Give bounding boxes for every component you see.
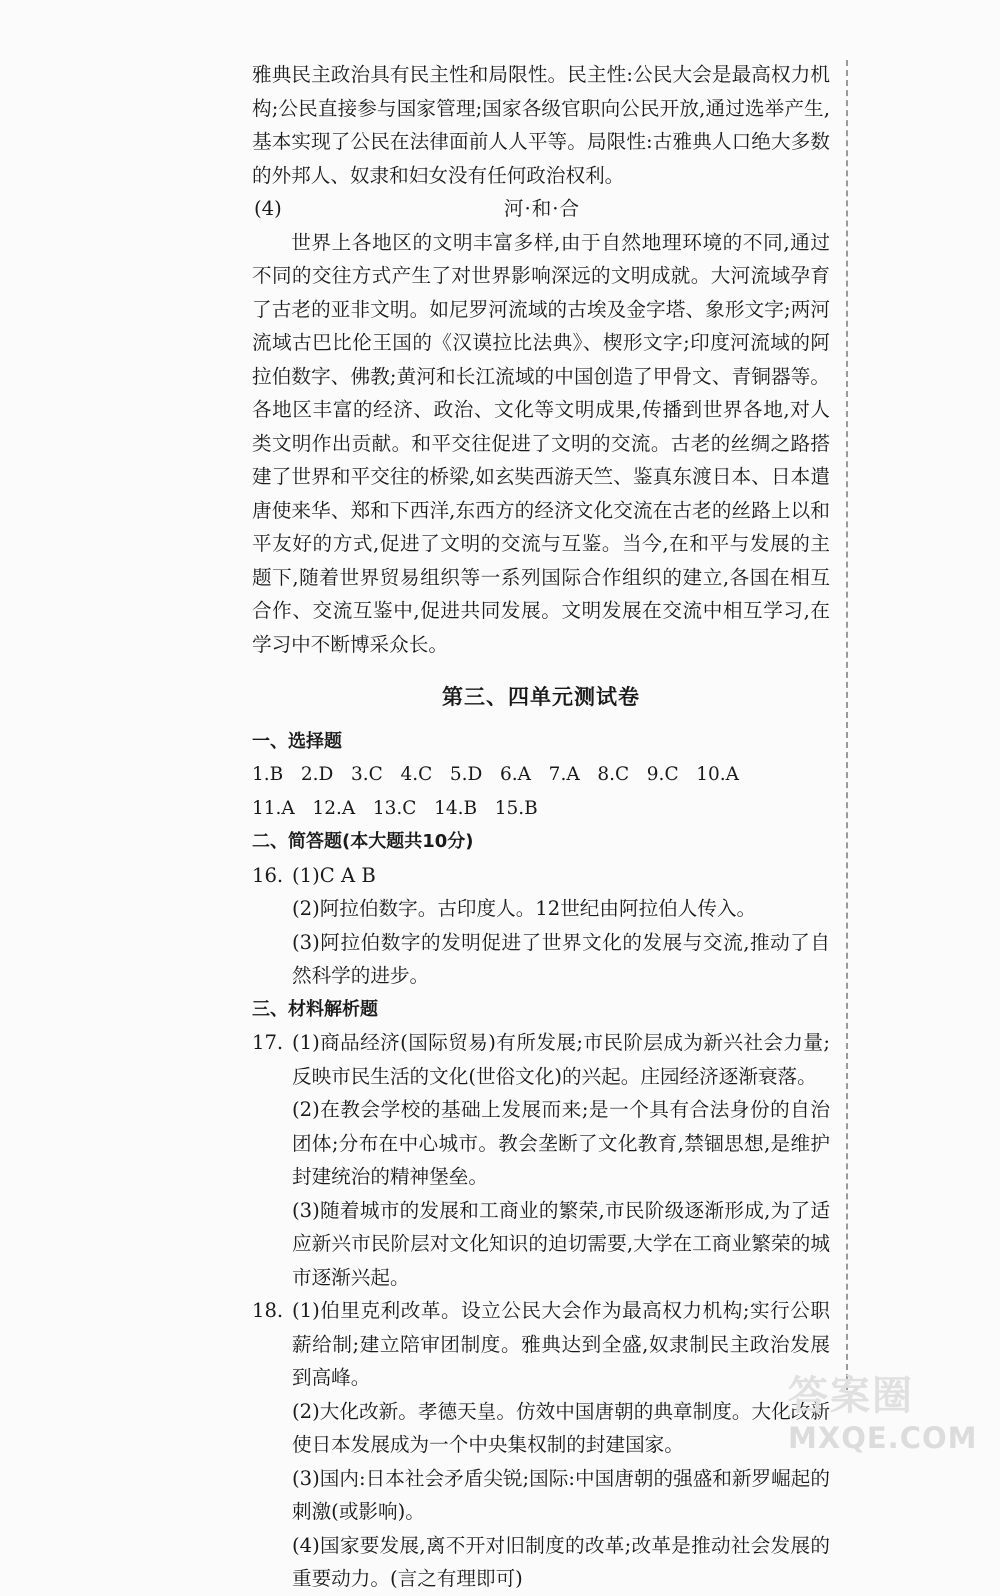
sub-title: 河·和·合 [503, 197, 581, 220]
choice-answers-line-1: 1.B 2.D 3.C 4.C 5.D 6.A 7.A 8.C 9.C 10.A [252, 764, 740, 785]
section-heading-material: 三、材料解析题 [252, 998, 378, 1020]
test-title: 第三、四单元测试卷 [442, 685, 640, 709]
question-17-part-2: (2)在教会学校的基础上发展而来;是一个具有合法身份的自治团体;分布在中心城市。教会垄断了文化教育,禁锢思想,是维护封建统治的精神堡垒。 [292, 1098, 830, 1188]
essay-paragraph: 世界上各地区的文明丰富多样,由于自然地理环境的不同,通过不同的交往方式产生了对世界影响深远的文明成就。大河流域孕育了古老的亚非文明。如尼罗河流域的古埃及金字塔、象形文字;两河流域古巴比伦王国的《汉谟拉比法典》、楔形文字;印度河流域的阿拉伯数字、佛教;黄河和长江流域的中国创造了甲骨文、青铜器等。各地区丰富的经济、政治、文化等文明成果,传播到世界各地,对人类文明作出贡献。和平交往促进了文明的交流。古老的丝绸之路搭建了世界和平交往的桥梁,如玄奘西游天竺、鉴真东渡日本、日本遣唐使来华、郑和下西洋,东西方的经济文化交流在古老的丝路上以和平友好的方式,促进了文明的交流与互鉴。当今,在和平与发展的主题下,随着世界贸易组织等一系列国际合作组织的建立,各国在相互合作、交流互鉴中,促进共同发展。文明发展在交流中相互学习,在学习中不断博采众长。 [252, 230, 830, 656]
page-content [252, 58, 830, 1596]
watermark-logo [788, 1364, 978, 1421]
question-number: 16. [252, 863, 284, 887]
answer-text: (1)伯里克利改革。设立公民大会作为最高权力机构;实行公职薪给制;建立陪审团制度。雅典达到全盛,奴隶制民主政治发展到高峰。 [292, 1299, 830, 1389]
section-heading-short-answer: 二、简答题(本大题共10分) [252, 831, 474, 852]
choice-answers-line-2: 11.A 12.A 13.C 14.B 15.B [252, 797, 538, 819]
question-number: 17. [252, 1031, 284, 1054]
section-heading-choice: 一、选择题 [252, 730, 342, 752]
answer-text: (1)商品经济(国际贸易)有所发展;市民阶层成为新兴社会力量;反映市民生活的文化(世俗文化)的兴起。庄园经济逐渐衰落。 [292, 1031, 830, 1088]
question-18-part-3: (3)国内:日本社会矛盾尖锐;国际:中国唐朝的强盛和新罗崛起的刺激(或影响)。 [292, 1466, 830, 1523]
answer-text: (1)C A B [292, 863, 376, 887]
democracy-paragraph: 雅典民主政治具有民主性和局限性。民主性:公民大会是最高权力机构;公民直接参与国家管理;国家各级官职向公民开放,通过选举产生,基本实现了公民在法律面前人人平等。局限性:古雅典人口绝大多数的外邦人、奴隶和妇女没有任何政治权利。 [252, 63, 830, 187]
question-17-part-3: (3)随着城市的发展和工商业的繁荣,市民阶级逐渐形成,为了适应新兴市民阶层对文化知识的迫切需要,大学在工商业繁荣的城市逐渐兴起。 [292, 1198, 830, 1289]
question-16-part-2: (2)阿拉伯数字。古印度人。12世纪由阿拉伯人传入。 [292, 897, 757, 920]
watermark-logo-text: 答案圈 [788, 1373, 914, 1419]
question-18-part-2: (2)大化改新。孝德天皇。仿效中国唐朝的典章制度。大化改新使日本发展成为一个中央集权制的封建国家。 [292, 1399, 830, 1456]
sub-number: (4) [254, 197, 282, 220]
question-16-part-3: (3)阿拉伯数字的发明促进了世界文化的发展与交流,推动了自然科学的进步。 [292, 930, 830, 987]
question-18-part-4: (4)国家要发展,离不开对旧制度的改革;改革是推动社会发展的重要动力。(言之有理即可) [292, 1533, 830, 1590]
site-watermark [788, 1364, 978, 1459]
binding-dashed-line [846, 60, 848, 1390]
question-16-part-1 [252, 859, 830, 893]
question-number: 18. [252, 1299, 284, 1322]
question-18-part-1 [252, 1294, 830, 1395]
sub-heading-4 [252, 192, 830, 226]
question-17-part-1 [252, 1026, 830, 1093]
watermark-url: MXQE.COM [788, 1421, 978, 1455]
